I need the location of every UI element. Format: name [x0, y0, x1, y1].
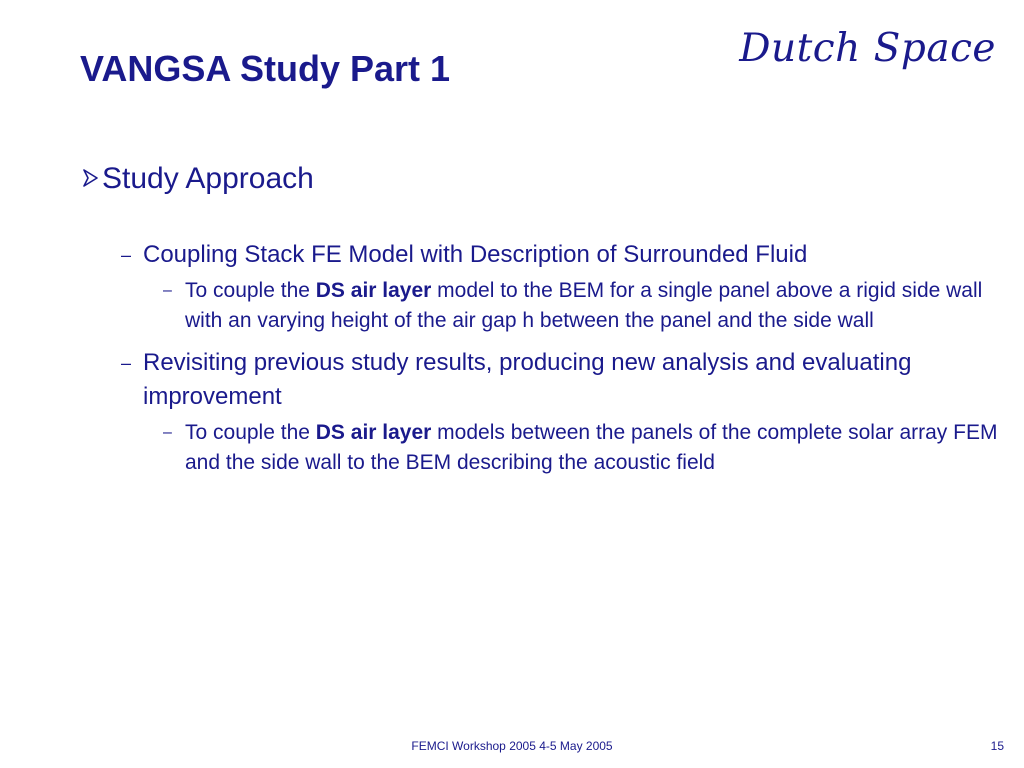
bullet-revisiting-results [121, 346, 1010, 414]
bullet-coupling-stack-label: Coupling Stack FE Model with Description of Surrounded Fluid [143, 241, 808, 268]
bullet-coupling-stack [121, 238, 1010, 272]
dash-bullet-icon: – [163, 282, 172, 299]
arrowhead-bullet-icon [82, 169, 98, 187]
sub-bullet-complete-array [163, 418, 1010, 478]
dash-bullet-icon: – [121, 353, 132, 373]
sub-bullet-prefix: To couple the [185, 279, 316, 302]
sub-bullet-suffix: model to the BEM for a single panel above a rigid side wall with an varying height of the air gap h between the panel and the side wall [185, 279, 983, 332]
footer-text: FEMCI Workshop 2005 4-5 May 2005 [411, 739, 613, 753]
dash-bullet-icon: – [121, 245, 132, 265]
bullet-revisiting-results-label: Revisiting previous study results, producing new analysis and evaluating improvement [143, 349, 912, 410]
sub-bullet-single-panel [163, 276, 1010, 336]
sub-bullet-prefix: To couple the [185, 421, 316, 444]
dutch-space-logo: Dutch Space [739, 26, 996, 71]
sub-bullet-suffix: models between the panels of the complete solar array FEM and the side wall to the BEM describing the acoustic field [185, 421, 998, 474]
slide-title: VANGSA Study Part 1 [80, 48, 451, 89]
sub-bullet-bold-term: DS air layer [315, 421, 432, 444]
page-number: 15 [990, 739, 1004, 753]
slide-content [80, 160, 1010, 484]
dash-bullet-icon: – [163, 424, 172, 441]
sub-bullet-bold-term: DS air layer [315, 279, 432, 302]
bullet-study-approach-label: Study Approach [102, 162, 314, 195]
bullet-study-approach [80, 160, 1010, 198]
